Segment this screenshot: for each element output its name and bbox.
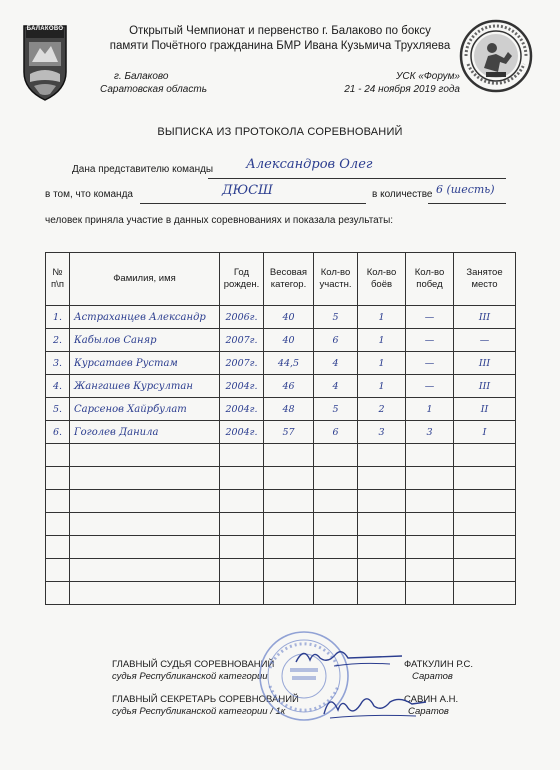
cell-name [70,444,220,467]
cell-bouts [358,582,406,605]
cell-bouts [358,513,406,536]
cell-wins [406,536,454,559]
issued-to-label: Дана представителю команды [72,164,214,175]
cell-weight: 40 [264,306,314,329]
cell-participants: 5 [314,398,358,421]
cell-year: 2007г. [220,329,264,352]
cell-place: — [454,329,516,352]
cell-name [70,536,220,559]
coat-label: БАЛАКОВО [26,26,64,32]
team-value: ДЮСШ [222,183,273,198]
header-place: Занятое место [454,253,516,306]
cell-name [70,559,220,582]
cell-weight: 40 [264,329,314,352]
cell-name: Гоголев Данила [70,421,220,444]
cell-year: 2007г. [220,352,264,375]
cell-year [220,467,264,490]
cell-weight: 48 [264,398,314,421]
cell-wins [406,444,454,467]
header-title-line2: памяти Почётного гражданина БМР Ивана Кузьмича Трухляева [109,40,451,52]
cell-place [454,513,516,536]
header-bouts: Кол-во боёв [358,253,406,306]
table-row [46,559,516,582]
cell-weight [264,582,314,605]
cell-year [220,582,264,605]
cell-name: Курсатаев Рустам [70,352,220,375]
header-dates: 21 - 24 ноября 2019 года [344,84,460,95]
cell-wins: — [406,329,454,352]
cell-bouts [358,444,406,467]
cell-participants [314,467,358,490]
cell-weight [264,513,314,536]
header-city: г. Балаково [114,71,169,82]
count-value: 6 (шесть) [436,183,495,196]
cell-participants: 4 [314,375,358,398]
issued-to-value: Александров Олег [246,157,373,172]
cell-name [70,490,220,513]
judge-signature-icon [290,644,410,672]
cell-name [70,513,220,536]
cell-bouts: 3 [358,421,406,444]
cell-name: Астраханцев Александр [70,306,220,329]
cell-bouts: 1 [358,352,406,375]
header-region: Саратовская область [100,84,207,95]
cell-weight [264,536,314,559]
cell-weight: 44,5 [264,352,314,375]
coat-of-arms-icon [20,22,70,104]
cell-participants: 5 [314,306,358,329]
cell-no: 2. [46,329,70,352]
cell-wins: — [406,375,454,398]
cell-place: II [454,398,516,421]
cell-bouts: 2 [358,398,406,421]
cell-participants [314,444,358,467]
cell-place [454,444,516,467]
cell-no [46,582,70,605]
cell-year: 2004г. [220,375,264,398]
table-row [46,375,516,398]
header-number: № п\п [46,253,70,306]
cell-participants: 6 [314,329,358,352]
table-row [46,513,516,536]
cell-bouts [358,536,406,559]
team-label: в том, что команда [45,189,133,200]
cell-place [454,582,516,605]
judge-city: Саратов [412,671,453,682]
header-title-line1: Открытый Чемпионат и первенство г. Балаково по боксу [129,25,431,37]
cell-no: 6. [46,421,70,444]
cell-participants [314,559,358,582]
cell-bouts: 1 [358,306,406,329]
table-row [46,352,516,375]
header-venue-block [320,70,460,96]
cell-year [220,444,264,467]
header-title [100,24,460,54]
cell-weight [264,559,314,582]
cell-bouts [358,490,406,513]
cell-no [46,490,70,513]
cell-year [220,536,264,559]
cell-place [454,559,516,582]
cell-weight [264,490,314,513]
judge-name: ФАТКУЛИН Р.С. [404,659,474,670]
cell-wins: 3 [406,421,454,444]
header-year: Год рожден. [220,253,264,306]
cell-name: Сарсенов Хайрбулат [70,398,220,421]
header-venue: УСК «Форум» [395,71,460,82]
participation-text: человек приняла участие в данных соревнованиях и показала результаты: [45,215,394,226]
cell-no [46,559,70,582]
cell-weight [264,444,314,467]
cell-weight [264,467,314,490]
cell-wins [406,490,454,513]
header-name: Фамилия, имя [70,253,220,306]
cell-weight: 57 [264,421,314,444]
cell-name: Жангашев Курсултан [70,375,220,398]
count-label: в количестве [372,189,433,200]
cell-year [220,559,264,582]
cell-no [46,536,70,559]
cell-no [46,444,70,467]
cell-no: 5. [46,398,70,421]
cell-year: 2004г. [220,398,264,421]
table-row [46,467,516,490]
header-wins: Кол-во побед [406,253,454,306]
cell-bouts [358,559,406,582]
cell-wins: — [406,352,454,375]
cell-place: III [454,375,516,398]
boxing-club-seal-icon [458,18,534,94]
secretary-role: ГЛАВНЫЙ СЕКРЕТАРЬ СОРЕВНОВАНИЙ [112,694,299,705]
table-row [46,329,516,352]
cell-bouts [358,467,406,490]
judge-role: ГЛАВНЫЙ СУДЬЯ СОРЕВНОВАНИЙ [112,659,275,670]
table-row [46,398,516,421]
cell-wins: 1 [406,398,454,421]
cell-bouts: 1 [358,375,406,398]
secretary-name: САВИН А.Н. [404,694,459,705]
cell-no: 3. [46,352,70,375]
cell-participants: 6 [314,421,358,444]
cell-wins [406,582,454,605]
cell-participants [314,490,358,513]
table-row [46,306,516,329]
cell-place: III [454,306,516,329]
cell-year [220,513,264,536]
document-title: ВЫПИСКА ИЗ ПРОТОКОЛА СОРЕВНОВАНИЙ [157,126,403,138]
cell-year: 2006г. [220,306,264,329]
table-row [46,490,516,513]
secretary-city: Саратов [408,706,449,717]
judge-name-block [404,659,473,683]
results-body [46,306,516,605]
header-participants: Кол-во участн. [314,253,358,306]
cell-name: Кабылов Саняр [70,329,220,352]
cell-place: III [454,352,516,375]
cell-no: 1. [46,306,70,329]
header-location [100,70,230,96]
cell-bouts: 1 [358,329,406,352]
cell-wins [406,467,454,490]
cell-weight: 46 [264,375,314,398]
cell-wins [406,559,454,582]
cell-place [454,490,516,513]
cell-name [70,582,220,605]
cell-participants [314,582,358,605]
cell-no: 4. [46,375,70,398]
header-weight: Весовая категор. [264,253,314,306]
results-table [45,252,516,605]
cell-no [46,513,70,536]
cell-place [454,467,516,490]
cell-no [46,467,70,490]
cell-place [454,536,516,559]
judge-block [112,659,274,683]
cell-wins [406,513,454,536]
secretary-signature-icon [320,688,430,722]
cell-participants: 4 [314,352,358,375]
table-row [46,582,516,605]
cell-place: I [454,421,516,444]
cell-year [220,490,264,513]
cell-name [70,467,220,490]
cell-participants [314,513,358,536]
table-row [46,536,516,559]
table-header-row [46,253,516,306]
cell-participants [314,536,358,559]
table-row [46,421,516,444]
cell-wins: — [406,306,454,329]
cell-year: 2004г. [220,421,264,444]
table-row [46,444,516,467]
secretary-category: судья Республиканской категории / 1к [112,706,286,717]
judge-category: судья Республиканской категории [112,671,268,682]
